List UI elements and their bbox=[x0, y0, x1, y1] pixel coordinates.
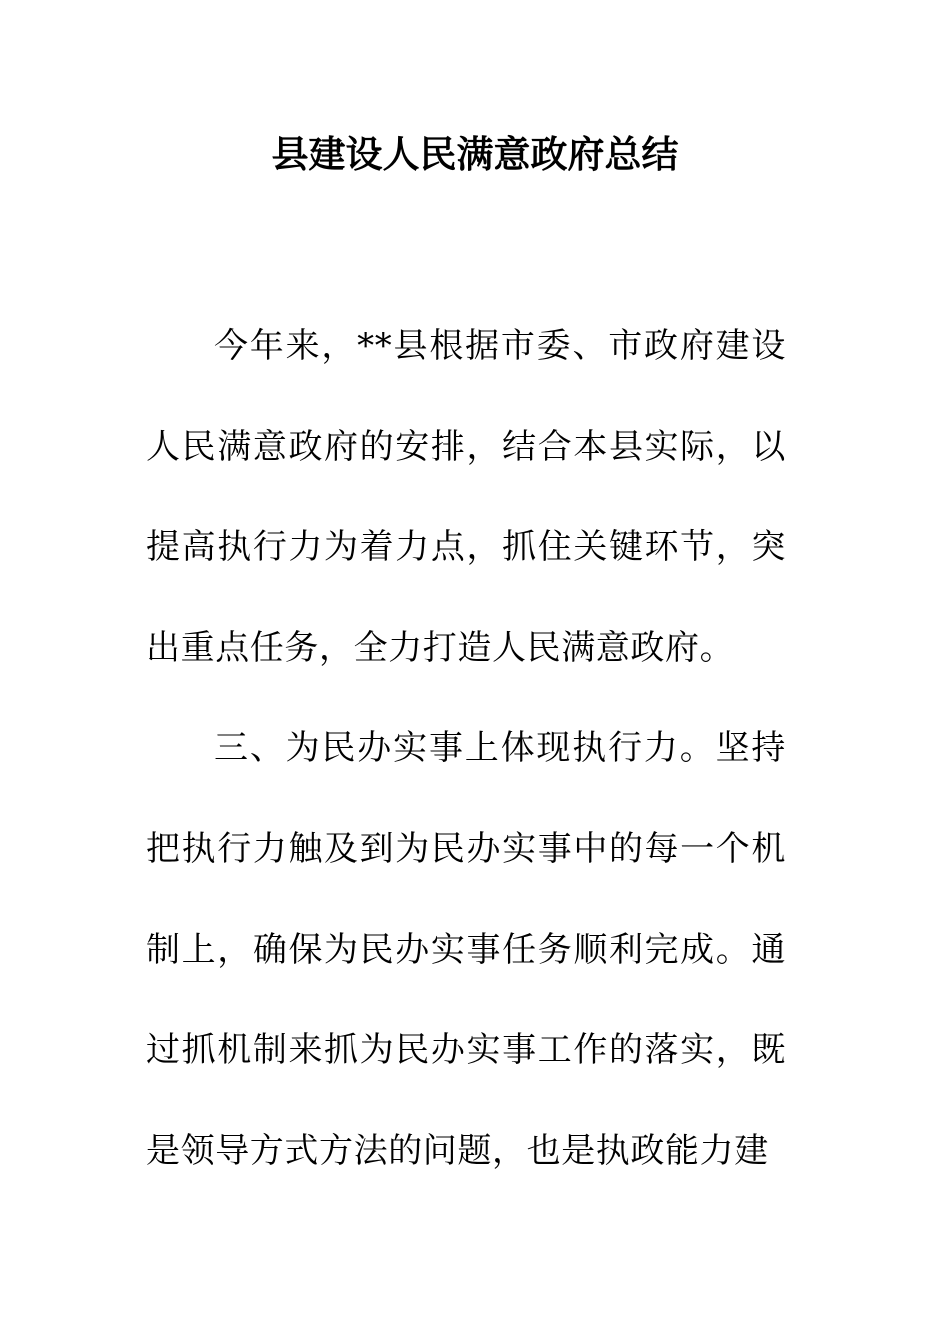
paragraph-section-three: 三、为民办实事上体现执行力。坚持把执行力触及到为民办实事中的每一个机制上，确保为民办实事任务顺利完成。通过抓机制来抓为民办实事工作的落实，既是领导方式方法的问题，也是执政能力建 bbox=[146, 728, 786, 1171]
document-body bbox=[146, 296, 786, 1201]
document-title: 县建设人民满意政府总结 bbox=[271, 132, 679, 176]
paragraph-intro: 今年来，**县根据市委、市政府建设人民满意政府的安排，结合本县实际，以提高执行力为着力点，抓住关键环节，突出重点任务，全力打造人民满意政府。 bbox=[146, 326, 786, 668]
